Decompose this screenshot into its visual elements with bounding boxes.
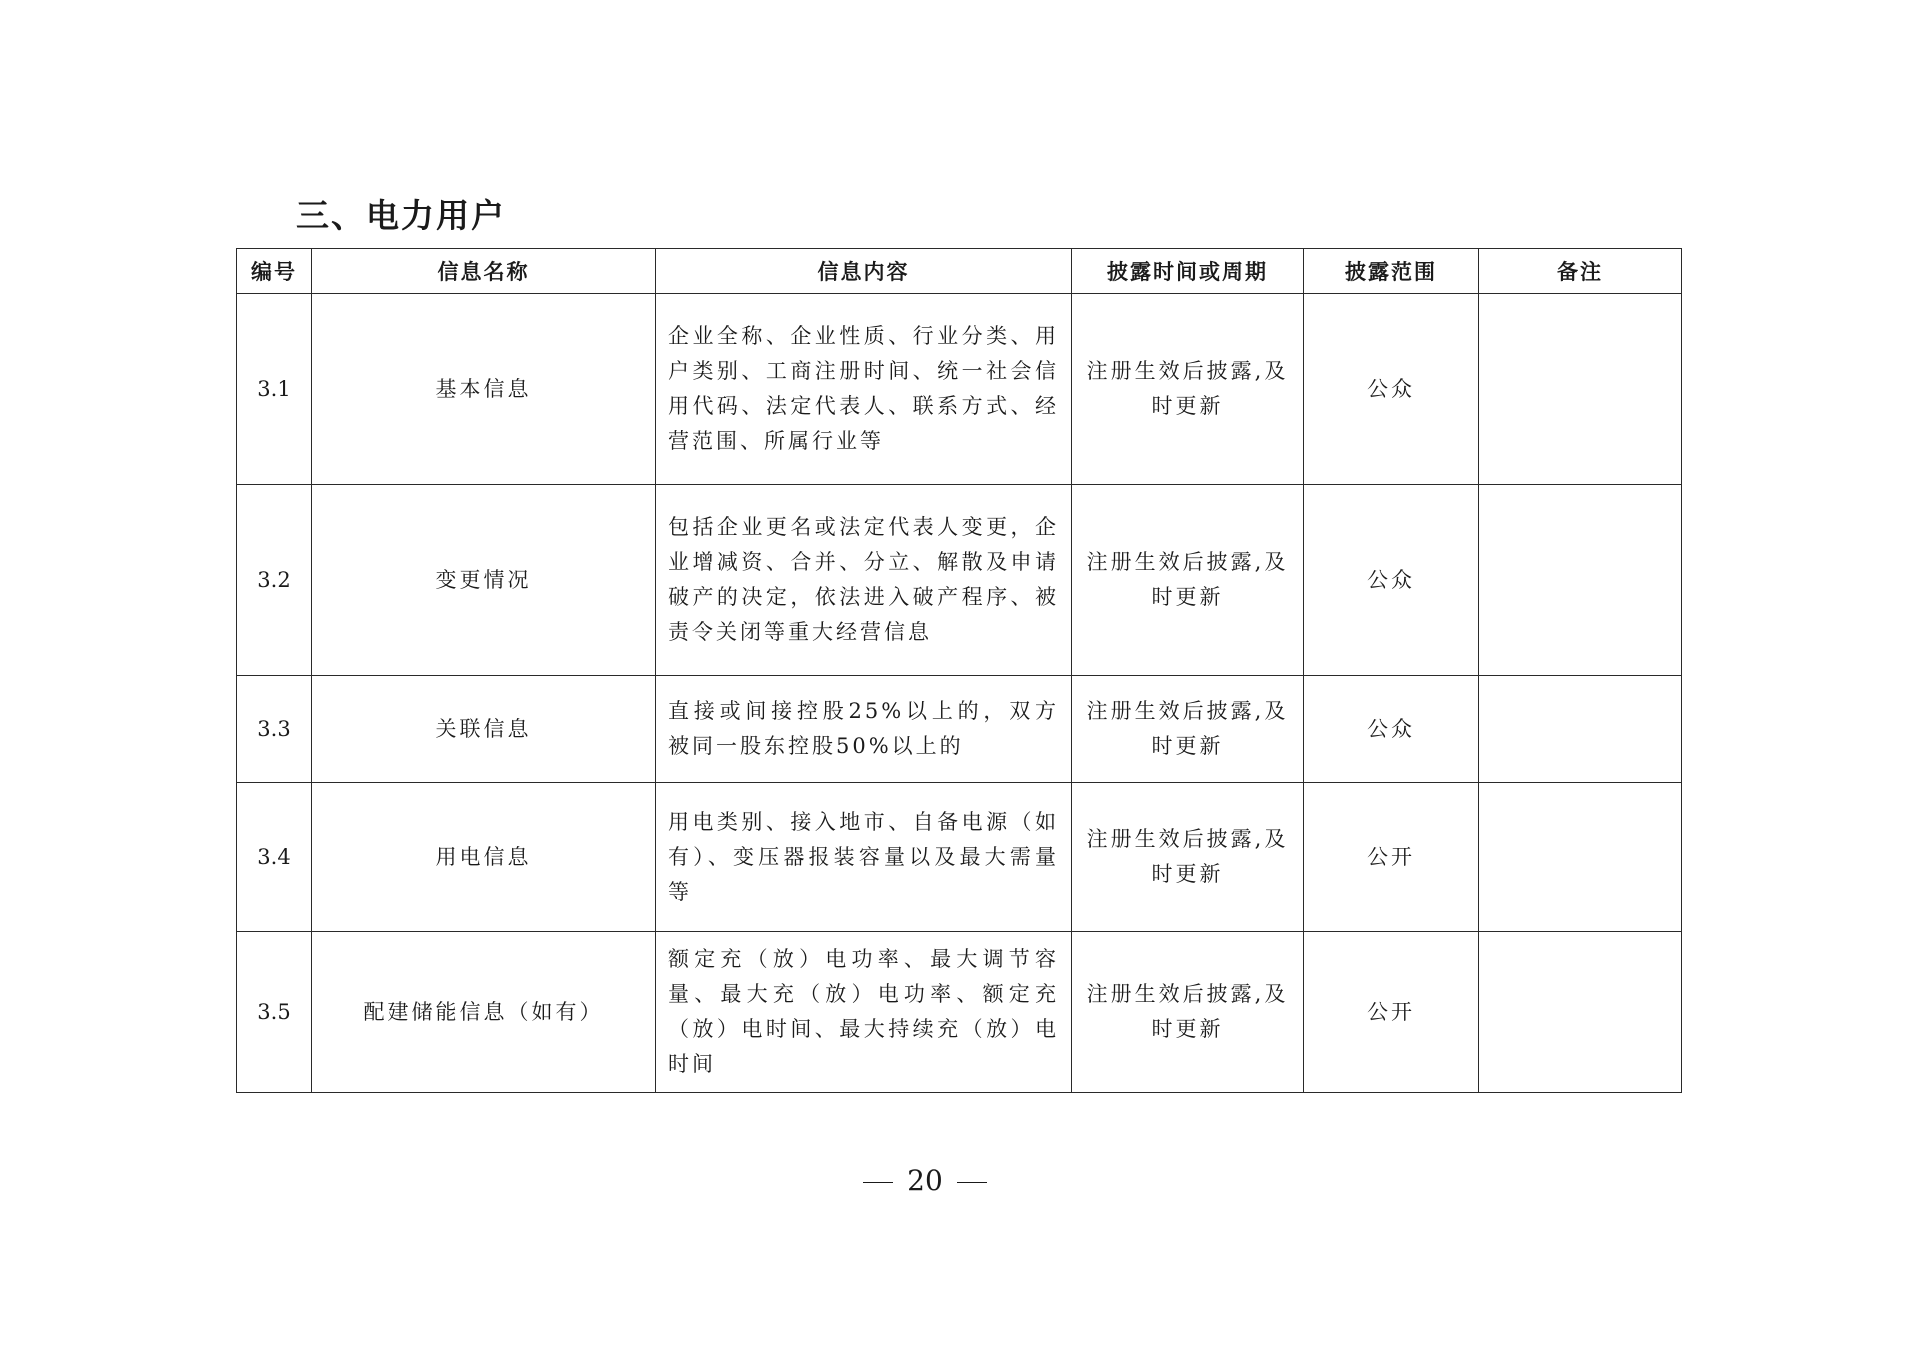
row-disclosure-scope: 公众: [1304, 676, 1479, 783]
header-number: 编号: [237, 249, 312, 294]
page-number: 20: [907, 1164, 943, 1197]
table-row: [237, 676, 1682, 783]
row-info-name: 配建储能信息（如有）: [312, 932, 656, 1093]
header-info-content: 信息内容: [656, 249, 1072, 294]
row-disclosure-time: 注册生效后披露,及时更新: [1072, 676, 1304, 783]
row-remarks: [1479, 676, 1682, 783]
row-remarks: [1479, 783, 1682, 932]
row-disclosure-time: 注册生效后披露,及时更新: [1072, 294, 1304, 485]
section-title: 三、电力用户: [296, 196, 506, 235]
row-info-content: 用电类别、接入地市、自备电源（如有）、变压器报装容量以及最大需量等: [656, 783, 1072, 932]
header-info-name: 信息名称: [312, 249, 656, 294]
table-row: [237, 294, 1682, 485]
row-info-name: 变更情况: [312, 485, 656, 676]
row-info-content: 直接或间接控股25%以上的，双方被同一股东控股50%以上的: [656, 676, 1072, 783]
header-disclosure-time: 披露时间或周期: [1072, 249, 1304, 294]
info-disclosure-table: [236, 248, 1682, 1093]
row-info-content: 额定充（放）电功率、最大调节容量、最大充（放）电功率、额定充（放）电时间、最大持续充（放）电时间: [656, 932, 1072, 1093]
row-disclosure-scope: 公开: [1304, 783, 1479, 932]
header-remarks: 备注: [1479, 249, 1682, 294]
row-disclosure-time: 注册生效后披露,及时更新: [1072, 783, 1304, 932]
row-number: 3.5: [237, 932, 312, 1093]
table-row: [237, 932, 1682, 1093]
page-footer: [0, 1164, 1850, 1197]
row-info-name: 关联信息: [312, 676, 656, 783]
table-row: [237, 783, 1682, 932]
row-disclosure-time: 注册生效后披露,及时更新: [1072, 932, 1304, 1093]
table-row: [237, 485, 1682, 676]
header-disclosure-scope: 披露范围: [1304, 249, 1479, 294]
row-info-content: 企业全称、企业性质、行业分类、用户类别、工商注册时间、统一社会信用代码、法定代表人、联系方式、经营范围、所属行业等: [656, 294, 1072, 485]
row-remarks: [1479, 932, 1682, 1093]
row-remarks: [1479, 485, 1682, 676]
row-disclosure-time: 注册生效后披露,及时更新: [1072, 485, 1304, 676]
row-disclosure-scope: 公众: [1304, 294, 1479, 485]
row-number: 3.4: [237, 783, 312, 932]
row-number: 3.3: [237, 676, 312, 783]
row-info-name: 基本信息: [312, 294, 656, 485]
row-remarks: [1479, 294, 1682, 485]
row-disclosure-scope: 公众: [1304, 485, 1479, 676]
row-disclosure-scope: 公开: [1304, 932, 1479, 1093]
row-number: 3.1: [237, 294, 312, 485]
row-info-content: 包括企业更名或法定代表人变更，企业增减资、合并、分立、解散及申请破产的决定，依法进入破产程序、被责令关闭等重大经营信息: [656, 485, 1072, 676]
dash-left-decoration: [863, 1182, 893, 1183]
row-number: 3.2: [237, 485, 312, 676]
row-info-name: 用电信息: [312, 783, 656, 932]
dash-right-decoration: [957, 1182, 987, 1183]
table-header-row: [237, 249, 1682, 294]
